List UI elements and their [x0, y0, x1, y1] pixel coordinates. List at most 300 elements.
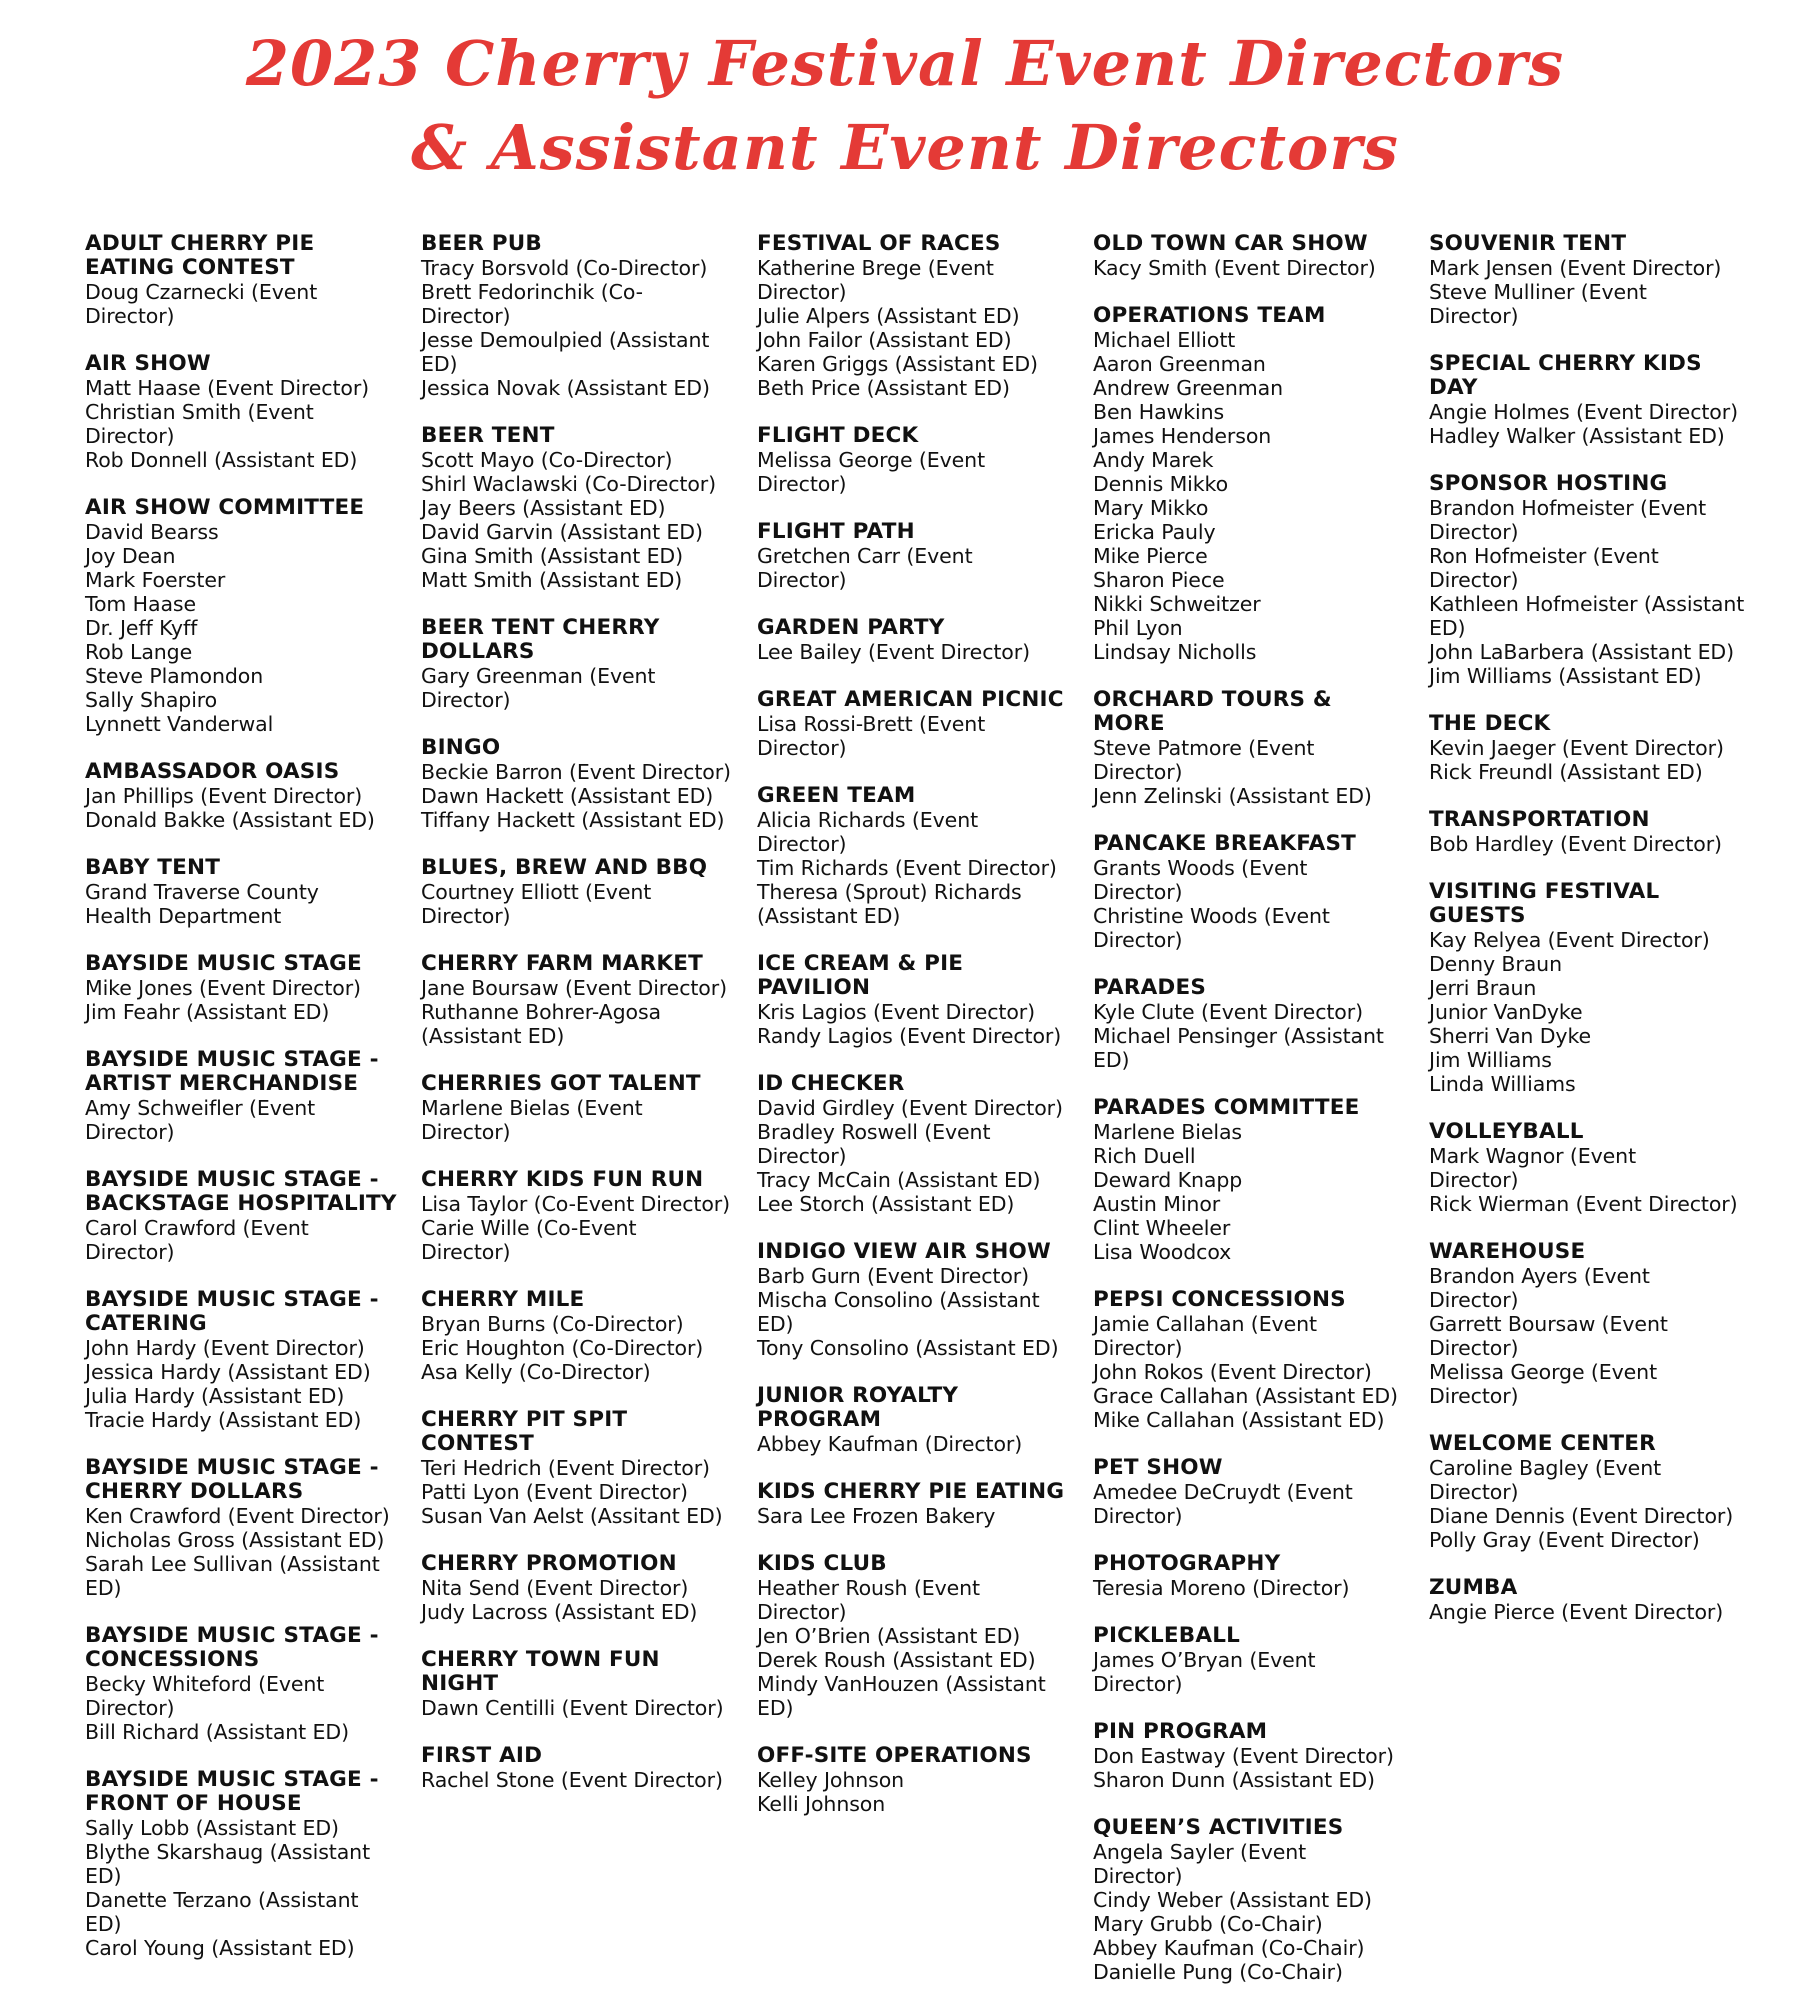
director-entry: Rachel Stone (Event Director) [421, 1768, 723, 1792]
event-title-line: PAVILION [757, 975, 871, 1000]
event-title-line: CHERRY TOWN FUN [421, 1647, 660, 1672]
director-entry: Carie Wille (Co-Event [421, 1216, 637, 1240]
event-section-entries [421, 1576, 741, 1624]
event-section-entries [85, 1504, 405, 1600]
event-section-entries [1429, 736, 1749, 784]
event-section-entries [757, 544, 1077, 592]
event-section-title [85, 1288, 405, 1336]
event-section-entries [1429, 1144, 1749, 1216]
director-entry: Lindsay Nicholls [1093, 640, 1257, 664]
event-section-entries [421, 1096, 741, 1144]
column-3 [757, 232, 1077, 1840]
event-section-title [421, 616, 741, 664]
event-title-line: OPERATIONS TEAM [1093, 303, 1326, 328]
director-entry: Rob Donnell (Assistant ED) [85, 448, 358, 472]
director-entry: James O’Bryan (Event [1093, 1648, 1316, 1672]
director-entry: Denny Braun [1429, 952, 1562, 976]
event-title-line: BAYSIDE MUSIC STAGE - [85, 1047, 379, 1072]
director-entry: Christine Woods (Event [1093, 904, 1330, 928]
event-title-line: WAREHOUSE [1429, 1239, 1586, 1264]
event-section-title [421, 232, 741, 256]
event-section-title [85, 1168, 405, 1216]
event-title-line: NIGHT [421, 1671, 499, 1696]
event-section-title [757, 1384, 1077, 1432]
event-section-title [1093, 976, 1413, 1000]
event-section-entries [85, 784, 405, 832]
event-title-line: DOLLARS [421, 639, 535, 664]
event-section-title [421, 856, 741, 880]
event-section-entries [1093, 1312, 1413, 1432]
director-entry: Diane Dennis (Event Director) [1429, 1504, 1734, 1528]
event-section-entries [1429, 832, 1749, 856]
event-section [421, 1744, 741, 1792]
page-title-line-1: 2023 Cherry Festival Event Directors [245, 27, 1565, 100]
event-section [757, 1072, 1077, 1216]
director-entry: Mark Jensen (Event Director) [1429, 256, 1722, 280]
event-title-line: BAYSIDE MUSIC STAGE - [85, 1167, 379, 1192]
director-entry: Ron Hofmeister (Event [1429, 544, 1659, 568]
director-entry: Jay Beers (Assistant ED) [421, 496, 666, 520]
director-entry: Sally Lobb (Assistant ED) [85, 1816, 339, 1840]
director-entry: Bob Hardley (Event Director) [1429, 832, 1722, 856]
event-section [757, 952, 1077, 1048]
event-section-title [757, 1744, 1077, 1768]
director-entry: Brandon Ayers (Event [1429, 1264, 1650, 1288]
event-title-line: PARADES COMMITTEE [1093, 1095, 1360, 1120]
event-title-line: GREEN TEAM [757, 783, 916, 808]
director-entry: Jim Williams (Assistant ED) [1429, 664, 1702, 688]
event-title-line: PHOTOGRAPHY [1093, 1551, 1281, 1576]
director-entry: (Assistant ED) [421, 1024, 565, 1048]
event-section-entries [757, 1000, 1077, 1048]
event-section-entries [1429, 928, 1749, 1096]
director-entry: Lee Storch (Assistant ED) [757, 1192, 1015, 1216]
event-title-line: THE DECK [1429, 711, 1551, 736]
director-entry: Mark Foerster [85, 568, 226, 592]
director-entry: Polly Gray (Event Director) [1429, 1528, 1700, 1552]
director-entry: Tracy Borsvold (Co-Director) [421, 256, 708, 280]
event-section-entries [421, 256, 741, 400]
director-entry: John Rokos (Event Director) [1093, 1360, 1372, 1384]
director-entry: Director) [1429, 304, 1519, 328]
event-title-line: ICE CREAM & PIE [757, 951, 964, 976]
event-section [1429, 880, 1749, 1096]
event-section [85, 856, 405, 928]
director-entry: Garrett Boursaw (Event [1429, 1312, 1668, 1336]
event-section-title [85, 232, 405, 280]
event-section-title [1093, 832, 1413, 856]
event-section-entries [85, 1672, 405, 1744]
event-title-line: BAYSIDE MUSIC STAGE - [85, 1455, 379, 1480]
event-section-entries [421, 448, 741, 592]
event-title-line: PEPSI CONCESSIONS [1093, 1287, 1346, 1312]
director-entry: Tony Consolino (Assistant ED) [757, 1336, 1059, 1360]
event-section-entries [85, 880, 405, 928]
director-entry: Aaron Greenman [1093, 352, 1266, 376]
event-section-entries [1429, 400, 1749, 448]
director-entry: Director) [85, 304, 175, 328]
event-section-entries [421, 1456, 741, 1528]
event-section-title [421, 1744, 741, 1768]
director-entry: Hadley Walker (Assistant ED) [1429, 424, 1725, 448]
director-entry: Steve Patmore (Event [1093, 736, 1315, 760]
director-entry: Kevin Jaeger (Event Director) [1429, 736, 1724, 760]
event-section [757, 1552, 1077, 1720]
event-title-line: ZUMBA [1429, 1575, 1518, 1600]
director-entry: Director) [1429, 1168, 1519, 1192]
event-section-title [757, 952, 1077, 1000]
event-title-line: AMBASSADOR OASIS [85, 759, 340, 784]
event-section-entries [421, 760, 741, 832]
event-section [421, 1288, 741, 1384]
event-section [421, 1168, 741, 1264]
event-section-title [1093, 1096, 1413, 1120]
director-entry: Angie Pierce (Event Director) [1429, 1600, 1724, 1624]
event-title-line: KIDS CLUB [757, 1551, 887, 1576]
event-title-line: BAYSIDE MUSIC STAGE [85, 951, 362, 976]
event-section-entries [1429, 256, 1749, 328]
event-title-line: CONTEST [421, 1431, 534, 1456]
event-title-line: AIR SHOW [85, 351, 211, 376]
director-entry: Director) [1429, 1480, 1519, 1504]
event-title-line: JUNIOR ROYALTY [757, 1383, 959, 1408]
event-section [1093, 1288, 1413, 1432]
director-entry: Rick Freundl (Assistant ED) [1429, 760, 1703, 784]
event-section-entries [421, 1696, 741, 1720]
event-title-line: PICKLEBALL [1093, 1623, 1241, 1648]
director-entry: Ken Crawford (Event Director) [85, 1504, 390, 1528]
event-section [1093, 304, 1413, 664]
director-entry: (Assistant ED) [757, 904, 901, 928]
event-title-line: CHERRY FARM MARKET [421, 951, 703, 976]
director-entry: Tim Richards (Event Director) [757, 856, 1057, 880]
event-section [1093, 1552, 1413, 1600]
event-title-line: BABY TENT [85, 855, 221, 880]
event-section-entries [85, 1816, 405, 1960]
event-title-line: BEER PUB [421, 231, 543, 256]
event-section-entries [757, 1768, 1077, 1816]
event-section-entries [85, 1336, 405, 1432]
event-title-line: CATERING [85, 1311, 207, 1336]
event-title-line: VOLLEYBALL [1429, 1119, 1584, 1144]
event-section-title [757, 1480, 1077, 1504]
director-entry: Director) [421, 904, 511, 928]
director-entry: Sara Lee Frozen Bakery [757, 1504, 996, 1528]
event-section-entries [1093, 256, 1413, 280]
event-title-line: GUESTS [1429, 903, 1526, 928]
event-section [1093, 976, 1413, 1072]
event-title-line: ID CHECKER [757, 1071, 905, 1096]
director-entry: Gina Smith (Assistant ED) [421, 544, 684, 568]
event-title-line: CONCESSIONS [85, 1647, 260, 1672]
column-2 [421, 232, 741, 1816]
event-title-line: OFF-SITE OPERATIONS [757, 1743, 1032, 1768]
event-section-title [85, 1048, 405, 1096]
director-entry: Junior VanDyke [1429, 1000, 1583, 1024]
director-entry: Randy Lagios (Event Director) [757, 1024, 1062, 1048]
event-section-entries [421, 1768, 741, 1792]
event-section-title [1429, 472, 1749, 496]
event-section-entries [1093, 1576, 1413, 1600]
event-section [1093, 1720, 1413, 1792]
event-title-line: BAYSIDE MUSIC STAGE - [85, 1287, 379, 1312]
event-section-title [1429, 712, 1749, 736]
director-entry: Angela Sayler (Event [1093, 1840, 1307, 1864]
event-section [421, 232, 741, 400]
event-section-entries [757, 1432, 1077, 1456]
event-section-entries [85, 376, 405, 472]
director-entry: Kelley Johnson [757, 1768, 905, 1792]
director-entry: Katherine Brege (Event [757, 256, 994, 280]
event-title-line: GARDEN PARTY [757, 615, 945, 640]
director-entry: Danette Terzano (Assistant [85, 1888, 359, 1912]
event-section-title [1093, 1288, 1413, 1312]
event-section-title [1093, 1552, 1413, 1576]
event-title-line: ADULT CHERRY PIE [85, 231, 315, 256]
director-entry: Michael Elliott [1093, 328, 1236, 352]
director-entry: Director) [421, 304, 511, 328]
director-entry: David Garvin (Assistant ED) [421, 520, 703, 544]
director-entry: Jenn Zelinski (Assistant ED) [1093, 784, 1372, 808]
event-section [85, 1288, 405, 1432]
director-entry: Karen Griggs (Assistant ED) [757, 352, 1038, 376]
event-title-line: KIDS CHERRY PIE EATING [757, 1479, 1065, 1504]
director-entry: Steve Plamondon [85, 664, 264, 688]
director-entry: Rob Lange [85, 640, 193, 664]
director-entry: Jesse Demoulpied (Assistant [421, 328, 710, 352]
director-entry: Director) [757, 568, 847, 592]
director-entry: Jessica Hardy (Assistant ED) [85, 1360, 371, 1384]
event-section-entries [757, 448, 1077, 496]
event-title-line: FLIGHT PATH [757, 519, 915, 544]
director-entry: Director) [757, 472, 847, 496]
event-title-line: CHERRIES GOT TALENT [421, 1071, 701, 1096]
event-section [757, 1240, 1077, 1360]
event-title-line: PET SHOW [1093, 1455, 1223, 1480]
event-section [1429, 1240, 1749, 1408]
event-section [757, 784, 1077, 928]
event-title-line: CHERRY MILE [421, 1287, 585, 1312]
director-entry: Mike Jones (Event Director) [85, 976, 361, 1000]
director-entry: Julia Hardy (Assistant ED) [85, 1384, 345, 1408]
event-section [421, 424, 741, 592]
director-entry: Teri Hedrich (Event Director) [421, 1456, 710, 1480]
director-entry: Director) [1093, 1672, 1183, 1696]
event-section [1429, 808, 1749, 856]
event-section-title [1429, 1240, 1749, 1264]
director-entry: ED) [85, 1576, 122, 1600]
director-entry: Director) [1429, 1336, 1519, 1360]
director-entry: Clint Wheeler [1093, 1216, 1231, 1240]
event-section [1429, 712, 1749, 784]
director-entry: Courtney Elliott (Event [421, 880, 652, 904]
director-entry: Mike Pierce [1093, 544, 1208, 568]
director-entry: Beth Price (Assistant ED) [757, 376, 1010, 400]
event-title-line: BEER TENT CHERRY [421, 615, 660, 640]
director-entry: Director) [757, 832, 847, 856]
director-entry: Jim Feahr (Assistant ED) [85, 1000, 330, 1024]
event-title-line: BAYSIDE MUSIC STAGE - [85, 1767, 379, 1792]
event-section-title [421, 1288, 741, 1312]
director-entry: Director) [757, 1600, 847, 1624]
director-entry: Barb Gurn (Event Director) [757, 1264, 1030, 1288]
director-entry: Steve Mulliner (Event [1429, 280, 1647, 304]
event-section-title [421, 1168, 741, 1192]
director-entry: Asa Kelly (Co-Director) [421, 1360, 651, 1384]
event-section-title [1093, 1816, 1413, 1840]
director-entry: Linda Williams [1429, 1072, 1576, 1096]
director-entry: Matt Haase (Event Director) [85, 376, 370, 400]
director-entry: Judy Lacross (Assistant ED) [421, 1600, 698, 1624]
event-section-title [757, 232, 1077, 256]
director-entry: Lisa Taylor (Co-Event Director) [421, 1192, 731, 1216]
event-section-title [85, 496, 405, 520]
event-section-entries [1093, 1480, 1413, 1528]
event-section-entries [421, 976, 741, 1048]
director-entry: ED) [85, 1912, 122, 1936]
director-entry: Sally Shapiro [85, 688, 218, 712]
director-entry: Susan Van Aelst (Assitant ED) [421, 1504, 723, 1528]
event-title-line: SPONSOR HOSTING [1429, 471, 1668, 496]
director-entry: Beckie Barron (Event Director) [421, 760, 731, 784]
director-entry: Kacy Smith (Event Director) [1093, 256, 1376, 280]
event-section-entries [85, 976, 405, 1024]
event-section-title [421, 952, 741, 976]
director-entry: Brett Fedorinchik (Co- [421, 280, 643, 304]
director-entry: Kathleen Hofmeister (Assistant [1429, 592, 1745, 616]
director-entry: Grants Woods (Event [1093, 856, 1308, 880]
event-title-line: FESTIVAL OF RACES [757, 231, 1001, 256]
director-entry: Sharon Dunn (Assistant ED) [1093, 1768, 1375, 1792]
event-section-entries [757, 1264, 1077, 1360]
event-section-title [757, 1552, 1077, 1576]
event-section-title [1429, 880, 1749, 928]
director-entry: Jerri Braun [1429, 976, 1537, 1000]
director-entry: Director) [421, 1240, 511, 1264]
event-section [1093, 688, 1413, 808]
director-entry: Amedee DeCruydt (Event [1093, 1480, 1353, 1504]
event-section-entries [85, 1216, 405, 1264]
director-entry: Lisa Rossi-Brett (Event [757, 712, 986, 736]
event-section-entries [1093, 856, 1413, 952]
event-section [85, 1048, 405, 1144]
director-entry: Marlene Bielas [1093, 1120, 1243, 1144]
event-title-line: FLIGHT DECK [757, 423, 919, 448]
director-entry: Sarah Lee Sullivan (Assistant [85, 1552, 380, 1576]
director-entry: Jen O’Brien (Assistant ED) [757, 1624, 1021, 1648]
event-section-title [757, 616, 1077, 640]
event-title-line: SPECIAL CHERRY KIDS [1429, 351, 1702, 376]
director-entry: Ben Hawkins [1093, 400, 1225, 424]
event-section-entries [1093, 1000, 1413, 1072]
director-entry: Andrew Greenman [1093, 376, 1284, 400]
director-entry: Director) [1429, 1288, 1519, 1312]
event-section [1093, 832, 1413, 952]
director-entry: Christian Smith (Event [85, 400, 314, 424]
event-title-line: DAY [1429, 375, 1478, 400]
director-entry: Melissa George (Event [1429, 1360, 1658, 1384]
director-entry: Abbey Kaufman (Director) [757, 1432, 1023, 1456]
director-entry: Angie Holmes (Event Director) [1429, 400, 1738, 424]
event-section [1429, 352, 1749, 448]
event-section-entries [1093, 328, 1413, 664]
director-entry: Mike Callahan (Assistant ED) [1093, 1408, 1385, 1432]
event-section-title [421, 1648, 741, 1696]
event-title-line: PARADES [1093, 975, 1207, 1000]
event-title-line: ARTIST MERCHANDISE [85, 1071, 359, 1096]
director-entry: Director) [85, 1696, 175, 1720]
event-section [1429, 1576, 1749, 1624]
event-section-title [1429, 232, 1749, 256]
event-section [757, 1480, 1077, 1528]
event-section [421, 1648, 741, 1720]
event-title-line: BEER TENT [421, 423, 555, 448]
director-entry: Kelli Johnson [757, 1792, 886, 1816]
director-entry: Bryan Burns (Co-Director) [421, 1312, 684, 1336]
director-entry: Grace Callahan (Assistant ED) [1093, 1384, 1398, 1408]
event-section-entries [1429, 1264, 1749, 1408]
event-title-line: EATING CONTEST [85, 255, 295, 280]
event-section [421, 616, 741, 712]
director-entry: Carol Crawford (Event [85, 1216, 309, 1240]
event-section [757, 232, 1077, 400]
event-section-title [1429, 352, 1749, 400]
event-section [1429, 472, 1749, 688]
column-1 [85, 232, 405, 1984]
event-section-title [421, 1408, 741, 1456]
director-entry: Michael Pensinger (Assistant [1093, 1024, 1384, 1048]
event-section [421, 1552, 741, 1624]
director-entry: Tracie Hardy (Assistant ED) [85, 1408, 362, 1432]
director-entry: Rich Duell [1093, 1144, 1196, 1168]
event-title-line: VISITING FESTIVAL [1429, 879, 1660, 904]
director-entry: Shirl Waclawski (Co-Director) [421, 472, 717, 496]
event-section-entries [85, 1096, 405, 1144]
director-entry: Nita Send (Event Director) [421, 1576, 689, 1600]
director-entry: Director) [1093, 928, 1183, 952]
event-section-title [85, 760, 405, 784]
director-entry: Director) [1093, 1864, 1183, 1888]
event-section [757, 616, 1077, 664]
director-entry: James Henderson [1093, 424, 1272, 448]
director-entry: Director) [421, 1120, 511, 1144]
event-section [85, 232, 405, 328]
director-entry: ED) [757, 1312, 794, 1336]
event-section [757, 1744, 1077, 1816]
page-title-line-2: & Assistant Event Directors [411, 111, 1399, 184]
event-title-line: SOUVENIR TENT [1429, 231, 1627, 256]
director-entry: Director) [1429, 1384, 1519, 1408]
director-entry: ED) [421, 352, 458, 376]
director-entry: ED) [85, 1864, 122, 1888]
director-entry: Lee Bailey (Event Director) [757, 640, 1030, 664]
event-section-title [1093, 232, 1413, 256]
event-section-title [85, 952, 405, 976]
director-entry: Bradley Roswell (Event [757, 1120, 991, 1144]
event-section [1429, 1432, 1749, 1552]
director-entry: Director) [1093, 760, 1183, 784]
event-section [1093, 1816, 1413, 1984]
director-entry: Dr. Jeff Kyff [85, 616, 198, 640]
director-entry: Blythe Skarshaug (Assistant [85, 1840, 371, 1864]
event-section [1093, 1456, 1413, 1528]
director-entry: Director) [757, 280, 847, 304]
page-title [0, 22, 1810, 190]
director-entry: Jane Boursaw (Event Director) [421, 976, 727, 1000]
event-section-title [1429, 808, 1749, 832]
event-section-entries [85, 520, 405, 736]
event-title-line: TRANSPORTATION [1429, 807, 1650, 832]
